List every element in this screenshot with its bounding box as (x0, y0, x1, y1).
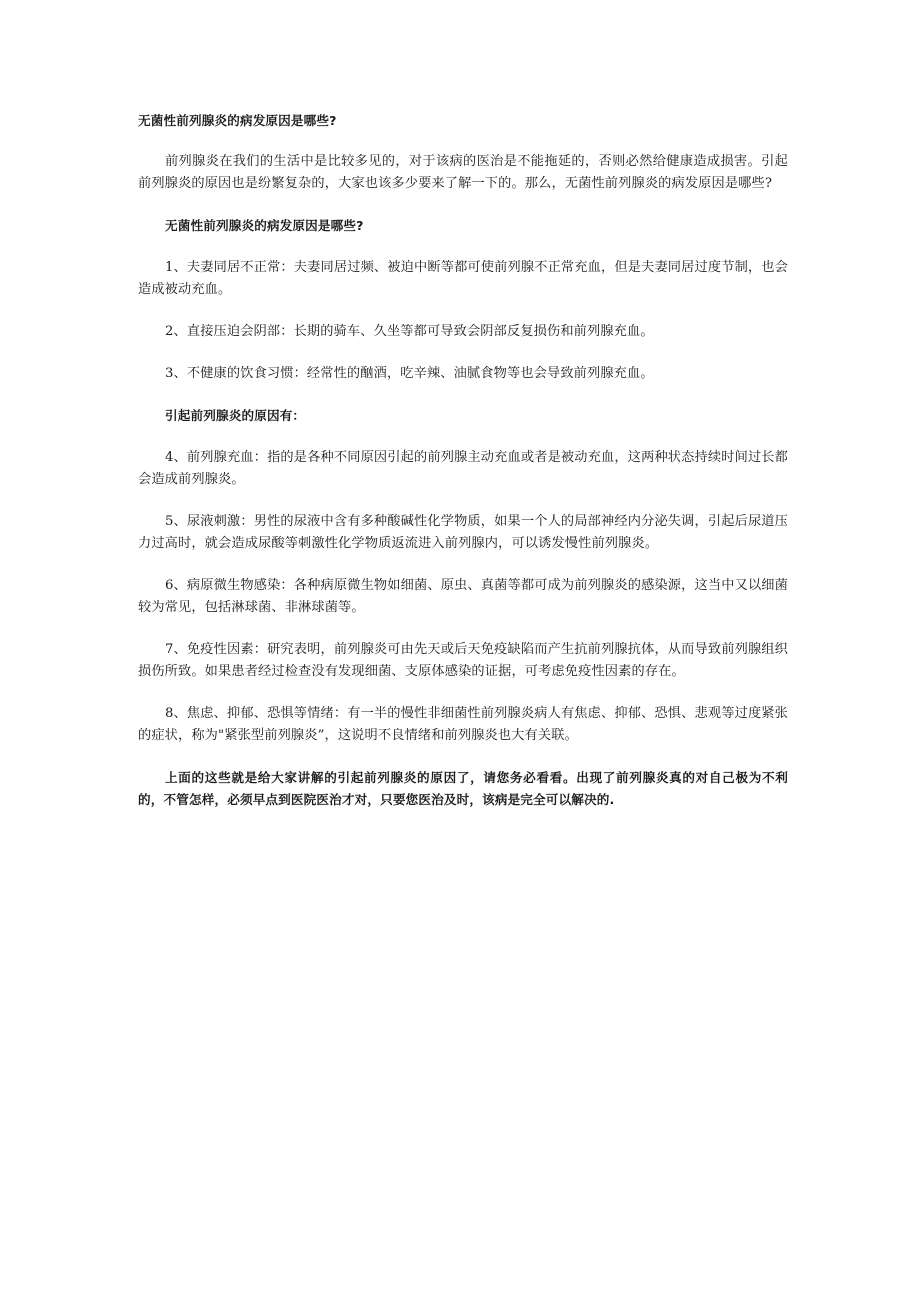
section-heading-causes: 无菌性前列腺炎的病发原因是哪些? (165, 218, 364, 233)
intro-paragraph: 前列腺炎在我们的生活中是比较多见的，对于该病的医治是不能拖延的，否则必然给健康造成损害。引起前列腺炎的原因也是纷繁复杂的，大家也该多少要来了解一下的。那么，无菌性前列腺炎的病发原因是哪些? (138, 154, 788, 191)
conclusion-paragraph: 上面的这些就是给大家讲解的引起前列腺炎的原因了，请您务必看看。出现了前列腺炎真的对自己极为不利的，不管怎样，必须早点到医院医治才对，只要您医治及时，该病是完全可以解决的. (138, 770, 788, 807)
list-item: 6、病原微生物感染：各种病原微生物如细菌、原虫、真菌等都可成为前列腺炎的感染源，这当中又以细菌较为常见，包括淋球菌、非淋球菌等。 (138, 578, 788, 615)
list-item: 4、前列腺充血：指的是各种不同原因引起的前列腺主动充血或者是被动充血，这两种状态持续时间过长都会造成前列腺炎。 (138, 450, 788, 487)
list-item: 7、免疫性因素：研究表明，前列腺炎可由先天或后天免疫缺陷而产生抗前列腺抗体，从而导致前列腺组织损伤所致。如果患者经过检查没有发现细菌、支原体感染的证据，可考虑免疫性因素的存在。 (138, 642, 788, 679)
list-item: 8、焦虑、抑郁、恐惧等情绪：有一半的慢性非细菌性前列腺炎病人有焦虑、抑郁、恐惧、悲观等过度紧张的症状，称为"紧张型前列腺炎”，这说明不良情绪和前列腺炎也大有关联。 (138, 706, 788, 743)
section-heading-reasons: 引起前列腺炎的原因有： (165, 408, 306, 423)
document-title: 无菌性前列腺炎的病发原因是哪些? (138, 113, 337, 128)
list-item: 5、尿液刺激：男性的尿液中含有多种酸碱性化学物质，如果一个人的局部神经内分泌失调，引起后尿道压力过高时，就会造成尿酸等刺激性化学物质返流进入前列腺内，可以诱发慢性前列腺炎。 (138, 514, 788, 551)
list-item: 2、直接压迫会阴部：长期的骑车、久坐等都可导致会阴部反复损伤和前列腺充血。 (165, 324, 654, 339)
document-page (138, 110, 788, 811)
list-item: 1、夫妻同居不正常：夫妻同居过频、被迫中断等都可使前列腺不正常充血，但是夫妻同居过度节制，也会造成被动充血。 (138, 260, 788, 297)
list-item: 3、不健康的饮食习惯：经常性的酗酒，吃辛辣、油腻食物等也会导致前列腺充血。 (165, 366, 654, 381)
